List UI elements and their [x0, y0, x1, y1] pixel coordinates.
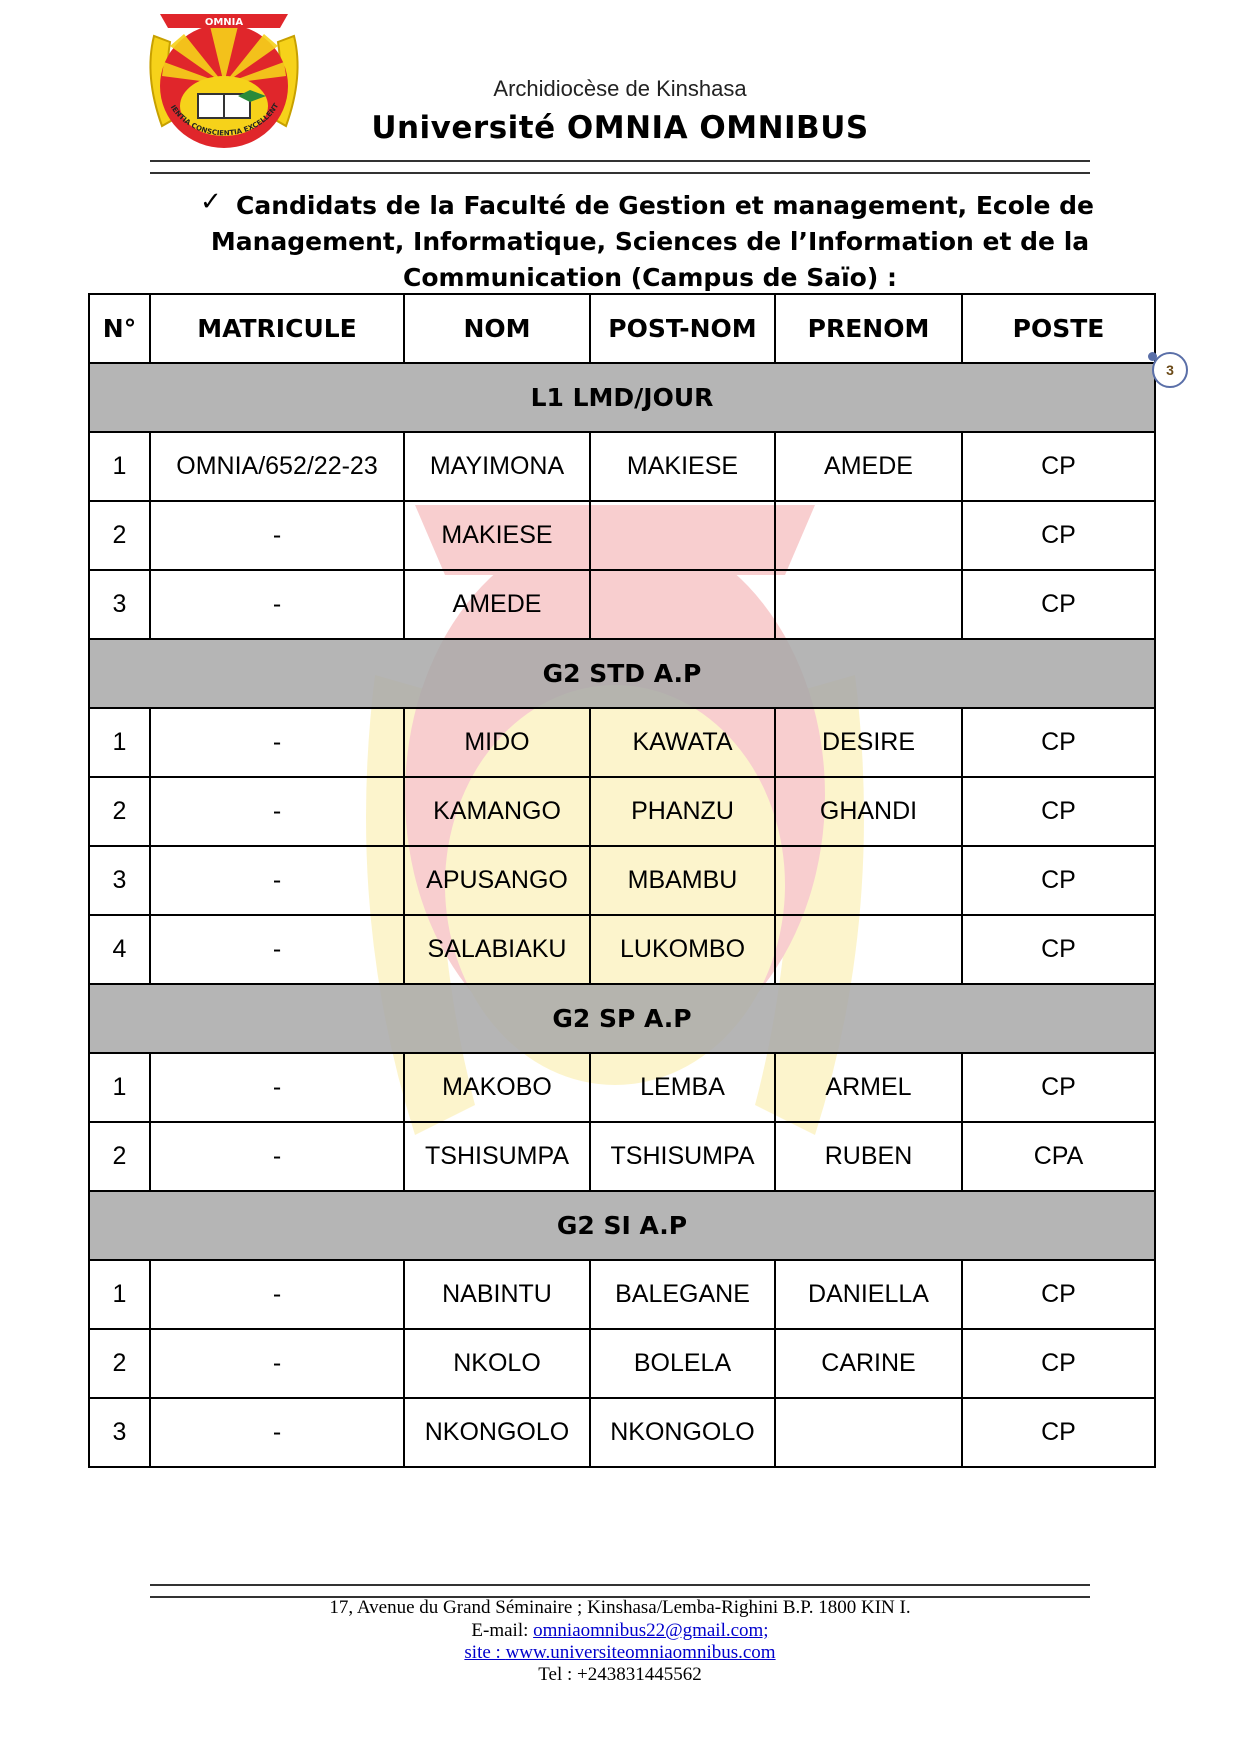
footer-email-label: E-mail:	[471, 1620, 534, 1641]
column-header-matricule: MATRICULE	[150, 294, 404, 363]
cell-post-nom	[590, 570, 775, 639]
cell-matricule: -	[150, 708, 404, 777]
checkmark-icon: ✓	[200, 186, 222, 216]
cell-nom: MIDO	[404, 708, 590, 777]
cell-number: 2	[89, 777, 150, 846]
university-name: Université OMNIA OMNIBUS	[371, 110, 869, 146]
cell-post-nom: BALEGANE	[590, 1260, 775, 1329]
cell-prenom: DANIELLA	[775, 1260, 962, 1329]
table-row	[89, 1053, 1155, 1122]
cell-poste: CP	[962, 1329, 1155, 1398]
cell-prenom: GHANDI	[775, 777, 962, 846]
cell-number: 4	[89, 915, 150, 984]
cell-number: 2	[89, 501, 150, 570]
cell-number: 1	[89, 1260, 150, 1329]
cell-poste: CP	[962, 1398, 1155, 1467]
cell-poste: CP	[962, 1053, 1155, 1122]
section-title: G2 SI A.P	[89, 1191, 1155, 1260]
footer-address: 17, Avenue du Grand Séminaire ; Kinshasa/Lemba-Righini B.P. 1800 KIN I.	[329, 1597, 911, 1618]
cell-poste: CPA	[962, 1122, 1155, 1191]
table-row	[89, 570, 1155, 639]
cell-post-nom: TSHISUMPA	[590, 1122, 775, 1191]
cell-matricule: OMNIA/652/22-23	[150, 432, 404, 501]
cell-prenom	[775, 846, 962, 915]
column-header-post-nom: POST-NOM	[590, 294, 775, 363]
cell-post-nom	[590, 501, 775, 570]
logo-motto: IENTIA CONSCIENTIA EXCELLENT	[168, 101, 281, 138]
cell-matricule: -	[150, 501, 404, 570]
section-heading	[200, 188, 1100, 296]
cell-number: 2	[89, 1329, 150, 1398]
cell-matricule: -	[150, 1398, 404, 1467]
cell-number: 3	[89, 846, 150, 915]
cell-prenom	[775, 1398, 962, 1467]
cell-prenom: CARINE	[775, 1329, 962, 1398]
cell-post-nom: LEMBA	[590, 1053, 775, 1122]
cell-poste: CP	[962, 1260, 1155, 1329]
cell-matricule: -	[150, 1053, 404, 1122]
header-separator	[150, 160, 1090, 174]
page-number-badge: 3	[1152, 352, 1188, 388]
column-header-prenom: PRENOM	[775, 294, 962, 363]
logo-text: OMNIA	[204, 17, 244, 28]
cell-poste: CP	[962, 915, 1155, 984]
cell-nom: NKONGOLO	[404, 1398, 590, 1467]
cell-prenom	[775, 915, 962, 984]
section-title: G2 STD A.P	[89, 639, 1155, 708]
table-row	[89, 846, 1155, 915]
cell-number: 3	[89, 570, 150, 639]
cell-nom: MAKIESE	[404, 501, 590, 570]
heading-line-1: Candidats de la Faculté de Gestion et management, Ecole de	[235, 191, 1095, 220]
footer-site-link[interactable]	[464, 1642, 775, 1663]
cell-post-nom: BOLELA	[590, 1329, 775, 1398]
cell-prenom	[775, 501, 962, 570]
footer-email-line	[0, 1620, 1240, 1642]
table-row	[89, 1398, 1155, 1467]
table-row	[89, 1260, 1155, 1329]
heading-line-2: Management, Informatique, Sciences de l’Information et de la	[210, 227, 1090, 256]
cell-post-nom: KAWATA	[590, 708, 775, 777]
section-row	[89, 639, 1155, 708]
column-header-nom: NOM	[404, 294, 590, 363]
column-header-poste: POSTE	[962, 294, 1155, 363]
column-header-number: N°	[89, 294, 150, 363]
table-row	[89, 501, 1155, 570]
cell-matricule: -	[150, 1122, 404, 1191]
table-row	[89, 915, 1155, 984]
section-title: G2 SP A.P	[89, 984, 1155, 1053]
cell-prenom: AMEDE	[775, 432, 962, 501]
footer-phone: Tel : +243831445562	[538, 1664, 702, 1685]
table-row	[89, 708, 1155, 777]
cell-number: 1	[89, 1053, 150, 1122]
cell-poste: CP	[962, 846, 1155, 915]
cell-nom: TSHISUMPA	[404, 1122, 590, 1191]
cell-number: 1	[89, 432, 150, 501]
cell-nom: NABINTU	[404, 1260, 590, 1329]
table-row	[89, 1329, 1155, 1398]
cell-poste: CP	[962, 708, 1155, 777]
cell-poste: CP	[962, 501, 1155, 570]
cell-matricule: -	[150, 777, 404, 846]
footer-site-line	[0, 1642, 1240, 1664]
cell-matricule: -	[150, 915, 404, 984]
cell-poste: CP	[962, 570, 1155, 639]
cell-prenom: RUBEN	[775, 1122, 962, 1191]
table-row	[89, 1122, 1155, 1191]
section-row	[89, 1191, 1155, 1260]
cell-post-nom: MAKIESE	[590, 432, 775, 501]
candidates-table	[88, 293, 1156, 1468]
cell-matricule: -	[150, 1329, 404, 1398]
cell-nom: KAMANGO	[404, 777, 590, 846]
table-header-row	[89, 294, 1155, 363]
table-row	[89, 777, 1155, 846]
table-row	[89, 432, 1155, 501]
cell-number: 1	[89, 708, 150, 777]
cell-matricule: -	[150, 846, 404, 915]
section-title: L1 LMD/JOUR	[89, 363, 1155, 432]
cell-matricule: -	[150, 1260, 404, 1329]
cell-poste: CP	[962, 432, 1155, 501]
cell-number: 3	[89, 1398, 150, 1467]
diocese-name: Archidiocèse de Kinshasa	[493, 76, 747, 101]
cell-post-nom: NKONGOLO	[590, 1398, 775, 1467]
cell-post-nom: PHANZU	[590, 777, 775, 846]
cell-nom: MAKOBO	[404, 1053, 590, 1122]
cell-post-nom: MBAMBU	[590, 846, 775, 915]
section-row	[89, 984, 1155, 1053]
section-row	[89, 363, 1155, 432]
footer-site-label: site :	[464, 1642, 506, 1663]
cell-prenom: DESIRE	[775, 708, 962, 777]
footer-email-link[interactable]: omniaomnibus22@gmail.com;	[533, 1620, 769, 1641]
cell-nom: NKOLO	[404, 1329, 590, 1398]
cell-nom: APUSANGO	[404, 846, 590, 915]
cell-prenom	[775, 570, 962, 639]
cell-nom: MAYIMONA	[404, 432, 590, 501]
cell-matricule: -	[150, 570, 404, 639]
cell-nom: SALABIAKU	[404, 915, 590, 984]
cell-prenom: ARMEL	[775, 1053, 962, 1122]
footer-separator	[150, 1584, 1090, 1598]
footer-site-url: www.universiteomniaomnibus.com	[505, 1642, 776, 1663]
cell-poste: CP	[962, 777, 1155, 846]
cell-nom: AMEDE	[404, 570, 590, 639]
heading-line-3: Communication (Campus de Saïo) :	[403, 263, 897, 292]
cell-number: 2	[89, 1122, 150, 1191]
cell-post-nom: LUKOMBO	[590, 915, 775, 984]
